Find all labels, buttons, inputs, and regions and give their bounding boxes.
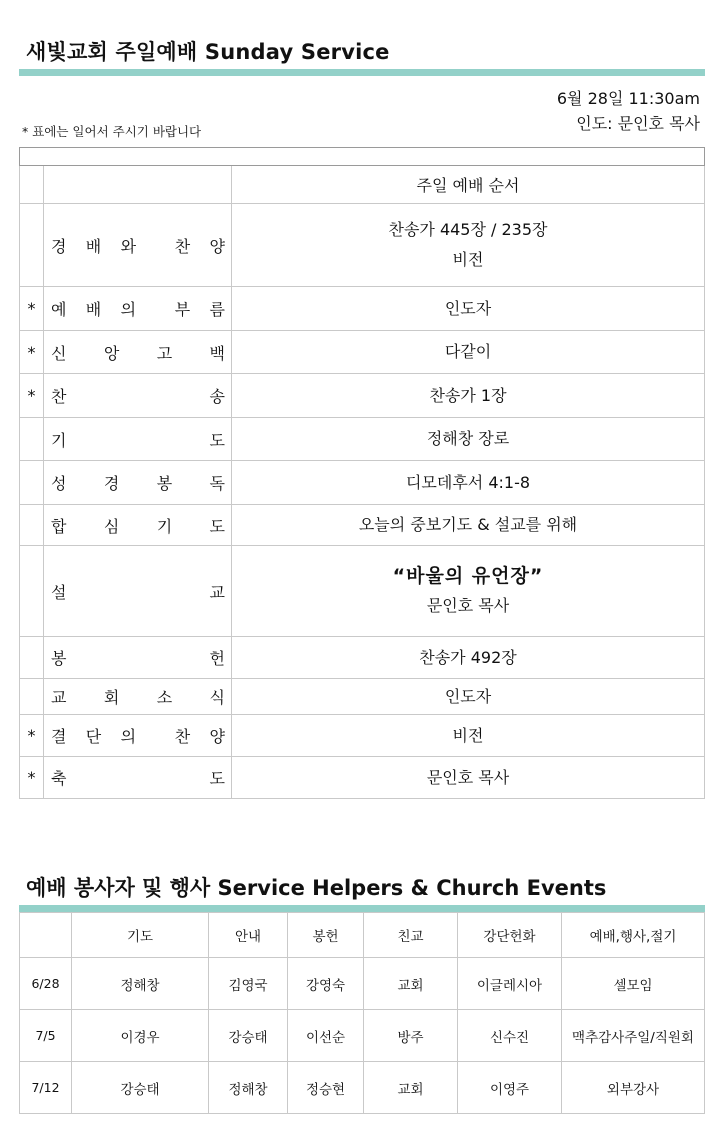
helpers-row xyxy=(20,1062,705,1114)
order-value-line: 디모데후서 4:1-8 xyxy=(405,472,531,492)
order-item-char: 부 xyxy=(174,300,191,319)
stand-marker xyxy=(20,461,44,505)
order-row xyxy=(20,418,705,461)
helpers-cell: 강승태 xyxy=(72,1062,209,1114)
page-title: 새빛교회 주일예배 Sunday Service xyxy=(26,40,390,64)
order-header-row xyxy=(20,166,705,204)
order-item-char: 헌 xyxy=(209,649,225,668)
stand-marker xyxy=(20,546,44,637)
order-item-char: 찬 xyxy=(174,236,191,256)
order-header: 주일 예배 순서 xyxy=(232,166,705,204)
helpers-cell: 정해창 xyxy=(72,958,209,1010)
order-item-char: 기 xyxy=(51,430,67,450)
order-item-value xyxy=(232,505,705,546)
order-item-char: 경 xyxy=(103,474,120,493)
order-row xyxy=(20,679,705,715)
helpers-column-header: 봉헌 xyxy=(288,913,364,958)
order-item-char: 기 xyxy=(156,516,173,536)
stand-marker xyxy=(20,679,44,715)
order-value-line: 인도자 xyxy=(444,298,492,318)
helpers-header-row xyxy=(20,913,705,958)
order-item-char: 성 xyxy=(51,474,67,493)
order-row xyxy=(20,204,705,287)
order-row xyxy=(20,331,705,374)
order-item-char: 신 xyxy=(51,343,67,363)
order-item-char: 교 xyxy=(51,688,67,707)
helpers-row xyxy=(20,1010,705,1062)
title-divider-bar xyxy=(19,69,705,76)
order-item-char: 예 xyxy=(51,300,67,319)
order-item-char: 름 xyxy=(209,300,225,319)
order-item-label xyxy=(44,679,232,715)
order-item-label xyxy=(44,637,232,679)
helpers-column-header: 예배,행사,절기 xyxy=(562,913,705,958)
order-item-char: 봉 xyxy=(51,649,67,668)
stand-marker: * xyxy=(20,715,44,757)
helpers-cell: 강승태 xyxy=(209,1010,288,1062)
order-item-char: 단 xyxy=(85,727,102,746)
worship-order-table xyxy=(19,147,705,799)
order-item-char: 봉 xyxy=(156,474,173,493)
helpers-cell: 강영숙 xyxy=(288,958,364,1010)
order-item-char: 도 xyxy=(209,430,225,450)
order-item-label xyxy=(44,331,232,374)
helpers-date-cell: 7/12 xyxy=(20,1062,72,1114)
order-item-char: 배 xyxy=(85,300,102,319)
order-row xyxy=(20,374,705,418)
helpers-cell: 정승현 xyxy=(288,1062,364,1114)
order-item-char: 경 xyxy=(51,236,67,256)
order-item-label xyxy=(44,757,232,799)
helpers-cell: 이선순 xyxy=(288,1010,364,1062)
stand-marker: * xyxy=(20,757,44,799)
stand-marker: * xyxy=(20,287,44,331)
order-item-char: 축 xyxy=(51,769,67,788)
stand-marker: * xyxy=(20,374,44,418)
helpers-cell: 이경우 xyxy=(72,1010,209,1062)
helpers-table xyxy=(19,912,705,1114)
order-row xyxy=(20,546,705,637)
order-value-line: 찬송가 1장 xyxy=(429,385,507,405)
order-item-char: 배 xyxy=(85,236,102,256)
order-item-value xyxy=(232,331,705,374)
helpers-cell: 김영국 xyxy=(209,958,288,1010)
stand-marker xyxy=(20,637,44,679)
order-item-char: 결 xyxy=(51,727,67,746)
order-item-label xyxy=(44,546,232,637)
order-item-char: 설 xyxy=(51,582,67,602)
order-item-label xyxy=(44,418,232,461)
order-item-label xyxy=(44,505,232,546)
order-item-value xyxy=(232,461,705,505)
order-item-char: 교 xyxy=(209,582,225,602)
helpers-cell: 신수진 xyxy=(458,1010,562,1062)
order-value-line: 찬송가 445장 / 235장 xyxy=(388,220,548,239)
order-item-char: 독 xyxy=(209,474,225,493)
stand-marker xyxy=(20,204,44,287)
helpers-cell: 이영주 xyxy=(458,1062,562,1114)
helpers-cell: 교회 xyxy=(364,1062,458,1114)
helpers-column-header: 강단헌화 xyxy=(458,913,562,958)
order-item-label xyxy=(44,287,232,331)
stand-marker xyxy=(20,418,44,461)
order-item-value xyxy=(232,715,705,757)
order-row xyxy=(20,505,705,546)
order-item-char: 도 xyxy=(209,516,225,536)
helpers-cell: 외부강사 xyxy=(562,1062,705,1114)
standing-note: * 표에는 일어서 주시기 바랍니다 xyxy=(22,124,202,139)
helpers-date-cell: 7/5 xyxy=(20,1010,72,1062)
order-item-char: 찬 xyxy=(51,387,67,406)
order-item-value xyxy=(232,418,705,461)
order-item-char: 합 xyxy=(51,516,67,536)
order-item-char: 양 xyxy=(209,236,225,256)
order-value-line: 오늘의 중보기도 & 설교를 위해 xyxy=(358,515,578,534)
order-row xyxy=(20,461,705,505)
order-item-value xyxy=(232,287,705,331)
order-item-char: 의 xyxy=(120,300,137,319)
order-item-label xyxy=(44,204,232,287)
helpers-column-header: 기도 xyxy=(72,913,209,958)
order-value-line: 다같이 xyxy=(444,342,492,361)
helpers-cell: 교회 xyxy=(364,958,458,1010)
order-item-char: 백 xyxy=(209,343,225,363)
order-item-char: 와 xyxy=(120,236,137,256)
helpers-cell: 셀모임 xyxy=(562,958,705,1010)
stand-marker: * xyxy=(20,331,44,374)
order-value-line: 정해창 장로 xyxy=(426,429,510,448)
helpers-column-header: 안내 xyxy=(209,913,288,958)
order-item-char: 의 xyxy=(120,727,137,746)
order-item-char: 소 xyxy=(156,688,173,707)
order-item-char: 도 xyxy=(209,769,225,788)
order-item-char: 송 xyxy=(209,387,225,406)
order-item-label xyxy=(44,715,232,757)
helpers-cell: 맥추감사주일/직원회 xyxy=(562,1010,705,1062)
order-item-value xyxy=(232,546,705,637)
order-row xyxy=(20,715,705,757)
order-item-value xyxy=(232,637,705,679)
helpers-column-header: 친교 xyxy=(364,913,458,958)
service-leader: 인도: 문인호 목사 xyxy=(576,114,700,133)
helpers-title: 예배 봉사자 및 행사 Service Helpers & Church Events xyxy=(26,876,607,900)
order-value-line: “바울의 유언장” xyxy=(392,565,544,587)
order-value-line: 인도자 xyxy=(444,686,492,706)
order-value-line: 비전 xyxy=(452,725,484,745)
order-item-value xyxy=(232,374,705,418)
order-item-char: 고 xyxy=(156,343,173,363)
helpers-divider-bar xyxy=(19,905,705,912)
order-item-value xyxy=(232,757,705,799)
order-item-char: 찬 xyxy=(174,727,191,746)
order-item-label xyxy=(44,374,232,418)
order-item-char: 앙 xyxy=(103,343,120,363)
order-row xyxy=(20,637,705,679)
order-value-line: 찬송가 492장 xyxy=(419,647,517,667)
order-value-line: 비전 xyxy=(452,250,484,269)
order-item-char: 식 xyxy=(209,688,225,707)
order-row xyxy=(20,287,705,331)
helpers-cell: 방주 xyxy=(364,1010,458,1062)
stand-marker xyxy=(20,505,44,546)
service-date-time: 6월 28일 11:30am xyxy=(556,89,700,108)
helpers-cell: 정해창 xyxy=(209,1062,288,1114)
helpers-cell: 이글레시아 xyxy=(458,958,562,1010)
order-value-line: 문인호 목사 xyxy=(426,596,510,615)
helpers-column-header xyxy=(20,913,72,958)
order-item-char: 심 xyxy=(103,516,120,536)
blank-row xyxy=(20,148,705,166)
helpers-date-cell: 6/28 xyxy=(20,958,72,1010)
order-value-line: 문인호 목사 xyxy=(426,767,510,787)
order-item-value xyxy=(232,679,705,715)
order-item-char: 회 xyxy=(103,688,120,707)
helpers-row xyxy=(20,958,705,1010)
order-row xyxy=(20,757,705,799)
order-item-char: 양 xyxy=(209,727,225,746)
order-item-value xyxy=(232,204,705,287)
order-item-label xyxy=(44,461,232,505)
